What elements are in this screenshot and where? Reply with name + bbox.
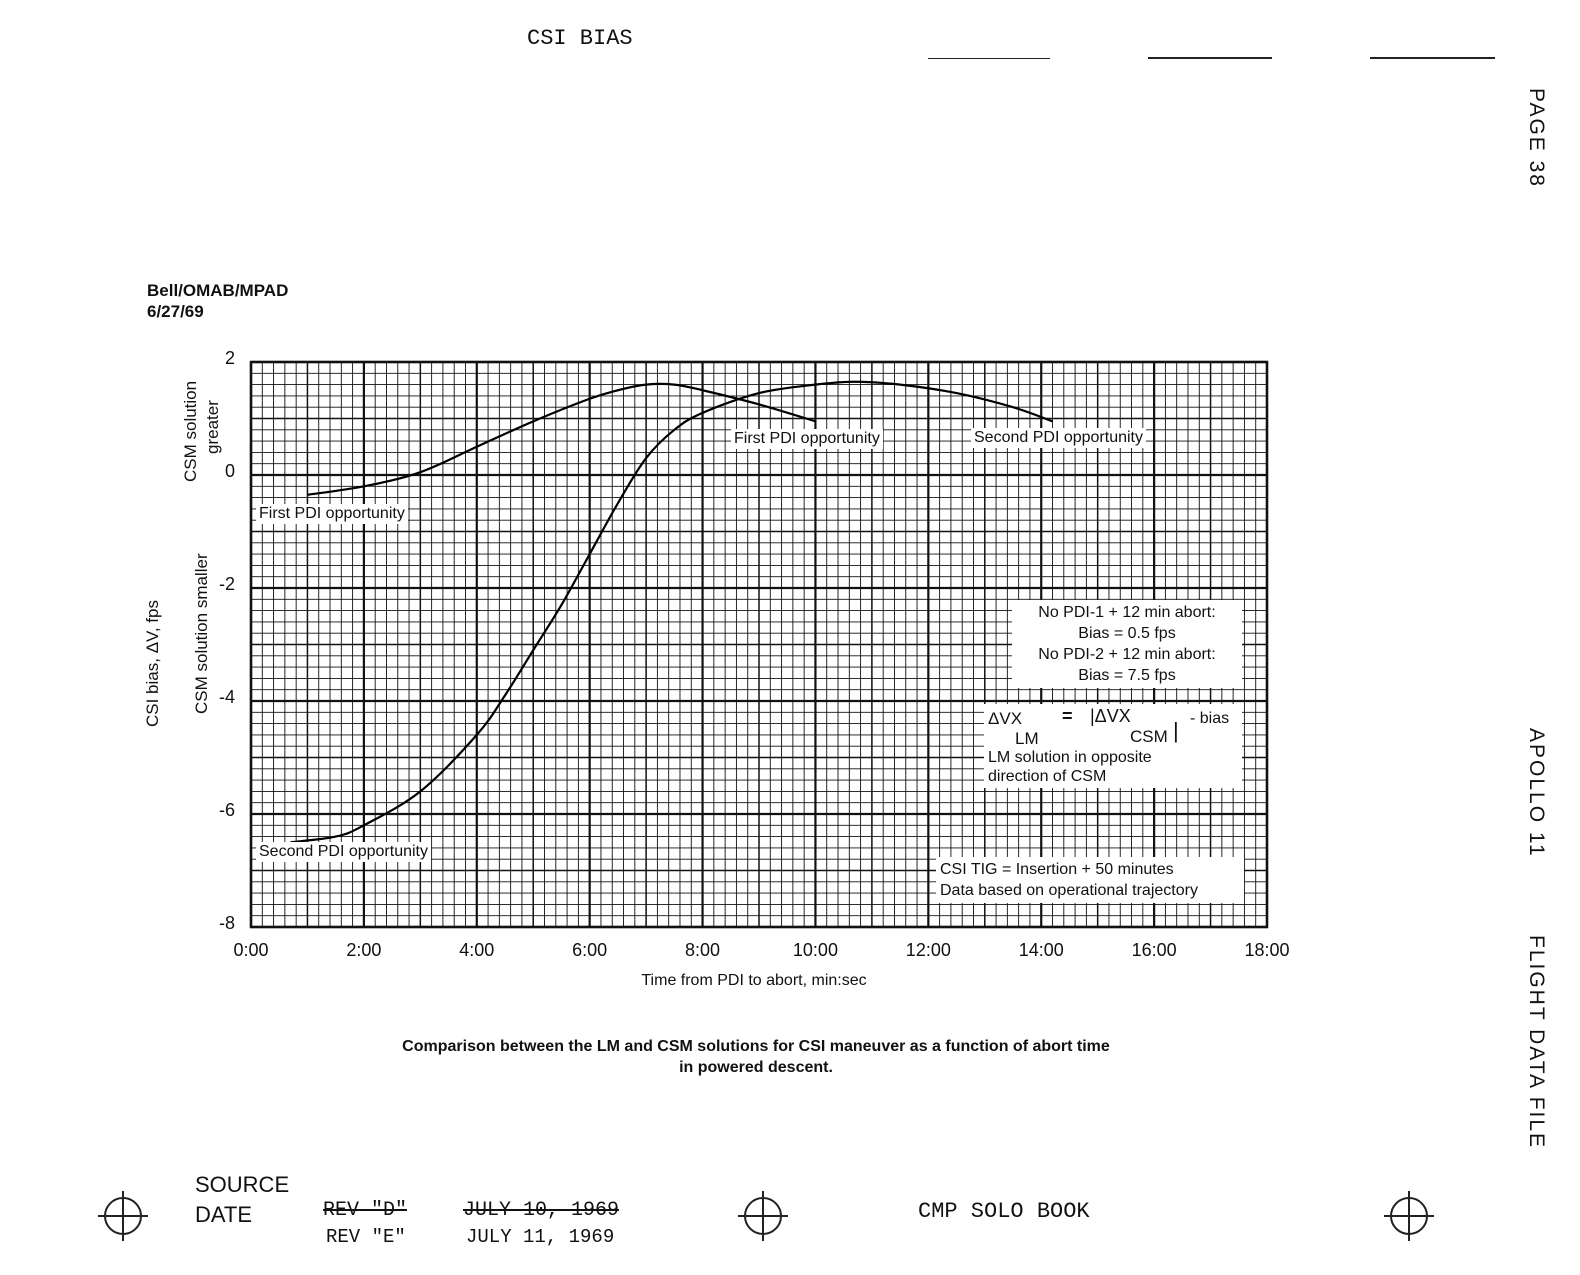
note-bias-2: Bias = 7.5 fps	[1078, 667, 1176, 684]
document-title: CSI BIAS	[527, 26, 633, 51]
note-abort-2: No PDI-2 + 12 min abort:	[1038, 646, 1216, 663]
x-axis-label: Time from PDI to abort, min:sec	[641, 972, 867, 989]
label-first-pdi-left: First PDI opportunity	[256, 504, 408, 524]
x-tick-label: 8:00	[685, 940, 721, 960]
origin-line-2: 6/27/69	[147, 302, 204, 321]
side-book: FLIGHT DATA FILE	[1525, 935, 1548, 1150]
eq-csm-dv: |ΔVX	[1090, 706, 1131, 726]
y-axis-label-upper-line2: greater	[203, 400, 222, 454]
footer-rev-old: REV "D"	[323, 1199, 408, 1222]
x-tick-label: 14:00	[1018, 940, 1064, 960]
footer-date-old: JULY 10, 1969	[463, 1199, 620, 1222]
y-tick-label: -8	[218, 913, 235, 933]
registration-mark-center	[744, 1197, 782, 1235]
note-bias	[1012, 600, 1242, 688]
y-axis-label-upper-line1: CSM solution	[181, 380, 200, 482]
x-tick-label: 2:00	[346, 940, 382, 960]
label-second-pdi-left: Second PDI opportunity	[256, 842, 431, 862]
series-line-second-pdi	[291, 382, 1053, 842]
eq-bias: - bias	[1190, 710, 1230, 727]
note-tig-2: Data based on operational trajectory	[940, 882, 1198, 899]
footer-source-label: SOURCE	[195, 1172, 290, 1197]
y-tick-label: -4	[218, 687, 235, 707]
x-tick-label: 12:00	[905, 940, 951, 960]
x-tick-label: 6:00	[572, 940, 608, 960]
y-tick-label: 0	[224, 461, 235, 481]
note-bias-1: Bias = 0.5 fps	[1078, 625, 1176, 642]
footer-date-new: JULY 11, 1969	[466, 1226, 615, 1248]
footer-rev-new: REV "E"	[326, 1226, 406, 1248]
note-tig	[936, 857, 1244, 903]
eq-desc-2: direction of CSM	[988, 768, 1107, 785]
y-tick-label: -2	[218, 574, 235, 594]
registration-mark-right	[1390, 1197, 1428, 1235]
eq-lm-dv: ΔVX	[988, 709, 1023, 728]
x-tick-label: 4:00	[459, 940, 495, 960]
side-mission: APOLLO 11	[1525, 728, 1548, 858]
x-tick-label: 16:00	[1131, 940, 1177, 960]
caption-line-2: in powered descent.	[679, 1059, 833, 1076]
note-abort-1: No PDI-1 + 12 min abort:	[1038, 604, 1216, 621]
registration-mark-left	[104, 1197, 142, 1235]
label-first-pdi-upper: First PDI opportunity	[731, 429, 883, 449]
origin-line-1: Bell/OMAB/MPAD	[147, 281, 289, 300]
eq-desc-1: LM solution in opposite	[988, 749, 1152, 766]
x-tick-label: 10:00	[792, 940, 838, 960]
figure-caption	[346, 1036, 1166, 1078]
eq-csm-sub: CSM	[1130, 727, 1168, 746]
note-equation	[984, 704, 1242, 788]
y-tick-label: 2	[224, 348, 235, 368]
side-page-number: PAGE 38	[1525, 88, 1548, 188]
note-tig-1: CSI TIG = Insertion + 50 minutes	[940, 861, 1174, 878]
eq-lm-sub: LM	[1015, 729, 1039, 748]
y-axis-label: CSI bias, ΔV, fps	[143, 600, 162, 727]
footer-book: CMP SOLO BOOK	[918, 1199, 1090, 1224]
footer-date-label: DATE	[195, 1202, 253, 1227]
y-axis-label-lower: CSM solution smaller	[192, 553, 211, 714]
y-tick-label: -6	[218, 800, 235, 820]
x-tick-label: 18:00	[1244, 940, 1290, 960]
eq-close-bar: |	[1173, 718, 1179, 743]
eq-equals: =	[1062, 706, 1073, 726]
label-second-pdi-upper: Second PDI opportunity	[971, 428, 1146, 448]
x-tick-label: 0:00	[233, 940, 269, 960]
caption-line-1: Comparison between the LM and CSM solutions for CSI maneuver as a function of abort time	[402, 1038, 1110, 1055]
